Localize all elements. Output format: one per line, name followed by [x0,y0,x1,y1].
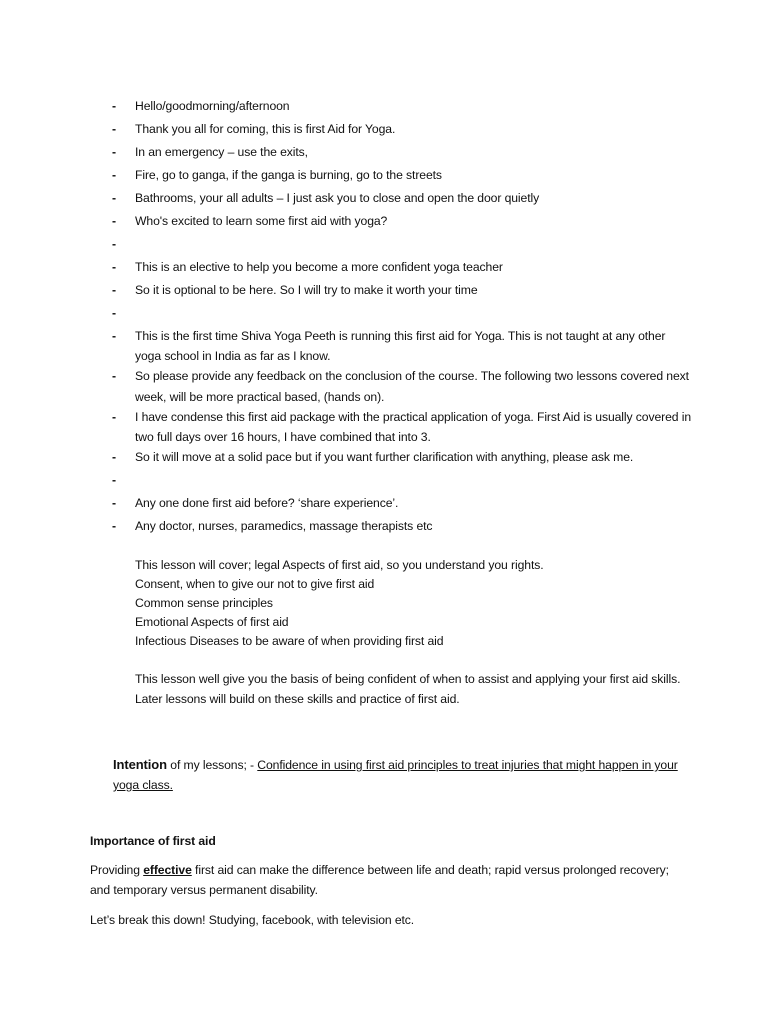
bullet-dash: - [112,409,116,424]
list-item-text: This is an elective to help you become a more confident yoga teacher [135,260,503,274]
lesson-cover-line: Infectious Diseases to be aware of when providing first aid [135,634,444,648]
list-item-text: Any one done first aid before? ‘share experience’. [135,496,399,511]
list-item [112,516,692,539]
list-item [112,366,692,406]
basis-paragraph: This lesson well give you the basis of being confident of when to assist and applying your first aid skills. Later lessons will build on these skills and practice of first aid. [135,672,681,706]
bullet-dash: - [112,191,116,205]
bullet-dash: - [112,168,116,182]
importance-heading: Importance of first aid [90,834,216,848]
providing-paragraph [90,860,690,900]
providing-emphasis: effective [143,863,192,877]
lesson-cover-line: Consent, when to give our not to give first aid [135,577,375,591]
lesson-cover-block [135,556,695,651]
bullet-dash: - [112,519,116,534]
list-item-empty [112,234,692,257]
bullet-dash: - [112,473,116,488]
list-item-text: So it will move at a solid pace but if you want further clarification with anything, please ask me. [135,450,634,465]
list-item [112,188,692,211]
bullet-list [112,96,692,539]
providing-before: Providing [90,863,144,877]
list-item-text: Thank you all for coming, this is first Aid for Yoga. [135,122,396,136]
bullet-dash: - [112,283,116,297]
list-item-text: This is the first time Shiva Yoga Peeth is running this first aid for Yoga. This is not taught at any other yoga school in India as far as I know. [135,329,666,364]
list-item [112,165,692,188]
list-item-text: Who's excited to learn some first aid with yoga? [135,214,388,228]
list-item [112,326,692,366]
bullet-dash: - [112,306,116,320]
list-item-text: Any doctor, nurses, paramedics, massage therapists etc [135,519,433,534]
list-item-text: So please provide any feedback on the conclusion of the course. The following two lessons covered next week, will be more practical based, (hands on). [135,369,689,404]
list-item-empty [112,303,692,326]
bullet-dash: - [112,450,116,465]
list-item-text: Fire, go to ganga, if the ganga is burning, go to the streets [135,168,442,182]
list-item [112,119,692,142]
intention-lead: Intention [113,757,167,772]
list-item [112,211,692,234]
intention-middle: of my lessons; - [166,758,258,772]
list-item-text: Bathrooms, your all adults – I just ask you to close and open the door quietly [135,191,540,205]
bullet-dash: - [112,145,116,159]
list-item-text: I have condense this first aid package with the practical application of yoga. First Aid is usually covered in two full days over 16 hours, I have combined that into 3. [135,409,692,445]
intention-statement [113,755,693,795]
list-item-text: Hello/goodmorning/afternoon [135,99,290,113]
bullet-dash: - [112,329,116,343]
list-item [112,257,692,280]
list-item [112,96,692,119]
list-item [112,407,692,447]
bullet-dash: - [112,99,116,113]
bullet-dash: - [112,122,116,136]
list-item [112,493,692,516]
intention-goal: Confidence in using first aid principles to treat injuries that might happen in your yoga class. [113,758,678,792]
breakdown-line: Let’s break this down! Studying, facebook, with television etc. [90,913,415,927]
providing-after: first aid can make the difference between life and death; rapid versus prolonged recovery; and temporary versus permanent disability. [90,863,669,897]
list-item-text: In an emergency – use the exits, [135,145,308,159]
list-item-empty [112,470,692,493]
lesson-cover-line: Emotional Aspects of first aid [135,615,289,629]
list-item [112,142,692,165]
bullet-dash: - [112,237,116,251]
bullet-dash: - [112,260,116,274]
lesson-cover-line: This lesson will cover; legal Aspects of first aid, so you understand you rights. [135,558,544,572]
bullet-dash: - [112,214,116,228]
list-item [112,447,692,470]
list-item [112,280,692,303]
lesson-cover-line: Common sense principles [135,596,273,610]
bullet-dash: - [112,369,116,384]
bullet-dash: - [112,496,116,511]
list-item-text: So it is optional to be here. So I will try to make it worth your time [135,283,478,297]
